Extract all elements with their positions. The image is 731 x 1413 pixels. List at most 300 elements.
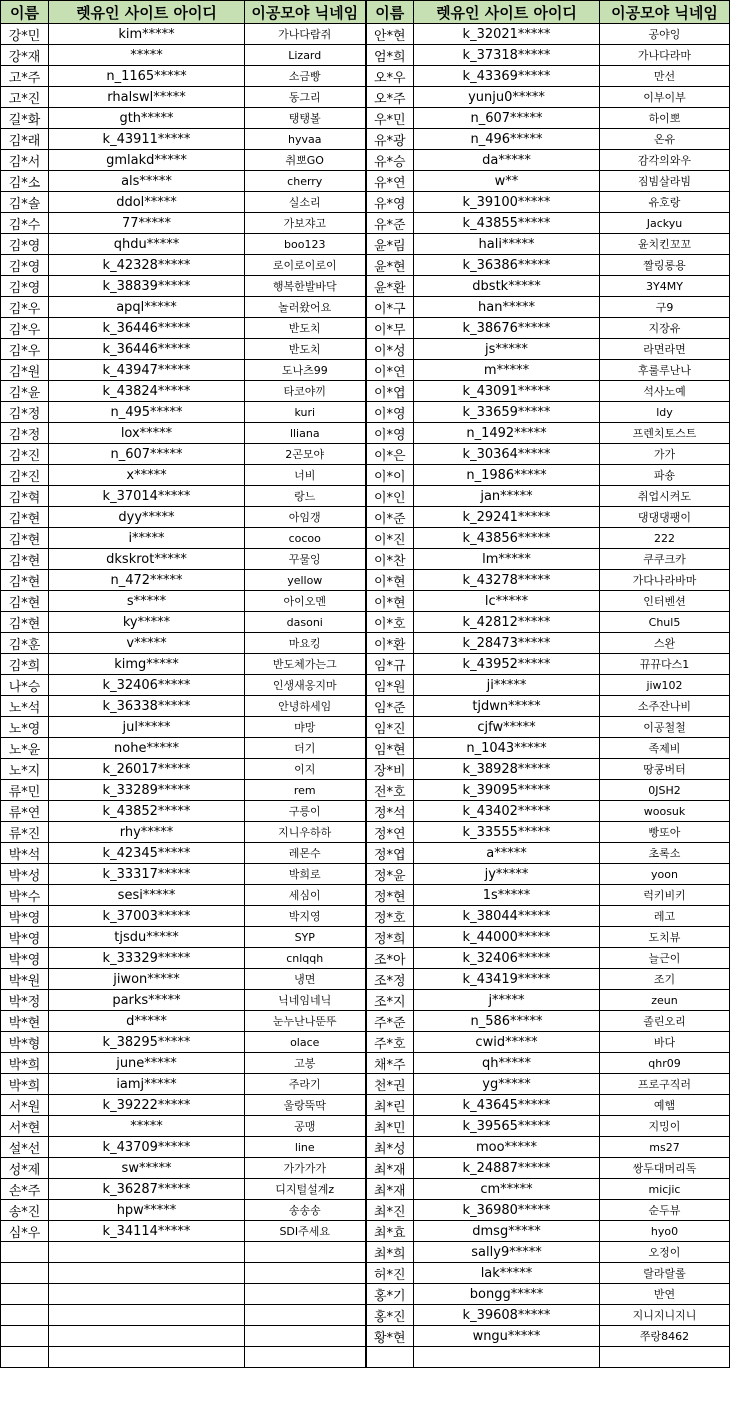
right-nickname-cell: 프로구직러 (600, 1074, 730, 1095)
right-name-cell: 황*현 (366, 1326, 414, 1347)
left-nickname-cell: 탱탱볼 (245, 108, 366, 129)
right-name-cell: 오*주 (366, 87, 414, 108)
right-nickname-cell: 인터벤션 (600, 591, 730, 612)
left-nickname-cell: 놀러왔어요 (245, 297, 366, 318)
table-row (1, 171, 730, 192)
left-nickname-cell: 지니우하하 (245, 822, 366, 843)
left-nickname-cell: 송송송 (245, 1200, 366, 1221)
left-site-id-cell: kimg***** (49, 654, 245, 675)
left-name-cell: 강*민 (1, 24, 49, 45)
left-nickname-cell: SYP (245, 927, 366, 948)
left-name-cell: 김*우 (1, 297, 49, 318)
right-name-cell: 임*현 (366, 738, 414, 759)
table-row (1, 444, 730, 465)
right-site-id-cell: n_1492***** (414, 423, 600, 444)
right-name-cell: 주*호 (366, 1032, 414, 1053)
table-row (1, 843, 730, 864)
table-row (1, 1074, 730, 1095)
left-site-id-cell: tjsdu***** (49, 927, 245, 948)
table-row (1, 360, 730, 381)
left-name-cell: 김*영 (1, 276, 49, 297)
right-nickname-cell: 공야잉 (600, 24, 730, 45)
left-site-id-cell: n_495***** (49, 402, 245, 423)
left-site-id-cell: ddol***** (49, 192, 245, 213)
right-name-cell: 이*찬 (366, 549, 414, 570)
right-name-cell: 장*비 (366, 759, 414, 780)
left-name-cell: 김*윤 (1, 381, 49, 402)
right-name-cell: 유*광 (366, 129, 414, 150)
left-site-id-cell: k_37014***** (49, 486, 245, 507)
right-site-id-cell: k_43278***** (414, 570, 600, 591)
left-nickname-cell: 더기 (245, 738, 366, 759)
left-nickname-cell (245, 1242, 366, 1263)
right-nickname-cell: 땅콩버터 (600, 759, 730, 780)
left-name-cell: 성*제 (1, 1158, 49, 1179)
left-name-cell: 손*주 (1, 1179, 49, 1200)
table-row (1, 570, 730, 591)
right-name-cell: 임*규 (366, 654, 414, 675)
left-nickname-cell: 로이로이로이 (245, 255, 366, 276)
table-row (1, 549, 730, 570)
right-name-cell: 조*아 (366, 948, 414, 969)
left-site-id-cell: k_32406***** (49, 675, 245, 696)
right-name-cell: 정*현 (366, 885, 414, 906)
left-name-cell: 류*민 (1, 780, 49, 801)
right-name-cell: 정*윤 (366, 864, 414, 885)
right-site-id-cell: han***** (414, 297, 600, 318)
left-site-id-cell: als***** (49, 171, 245, 192)
table-row (1, 45, 730, 66)
table-row (1, 1095, 730, 1116)
left-site-id-cell: rhy***** (49, 822, 245, 843)
table-row (1, 654, 730, 675)
right-name-cell: 정*연 (366, 822, 414, 843)
right-site-id-cell: wngu***** (414, 1326, 600, 1347)
right-nickname-cell: 초록소 (600, 843, 730, 864)
right-site-id-cell: cjfw***** (414, 717, 600, 738)
left-site-id-cell (49, 1242, 245, 1263)
right-nickname-cell: 순두뷰 (600, 1200, 730, 1221)
right-name-cell: 최*성 (366, 1137, 414, 1158)
right-site-id-cell: k_39565***** (414, 1116, 600, 1137)
right-name-cell: 이*영 (366, 402, 414, 423)
left-site-id-cell (49, 1347, 245, 1368)
right-name-cell: 이*호 (366, 612, 414, 633)
left-name-cell: 서*원 (1, 1095, 49, 1116)
right-name-cell: 이*구 (366, 297, 414, 318)
left-nickname-cell: 타코야끼 (245, 381, 366, 402)
left-nickname-cell: 행복한발바닥 (245, 276, 366, 297)
left-site-id-cell: nohe***** (49, 738, 245, 759)
right-nickname-cell: zeun (600, 990, 730, 1011)
left-nickname-cell: 너비 (245, 465, 366, 486)
right-nickname-cell: 이공철철 (600, 717, 730, 738)
right-site-id-cell: k_43369***** (414, 66, 600, 87)
right-nickname-cell: 레고 (600, 906, 730, 927)
table-row (1, 591, 730, 612)
left-name-cell: 박*희 (1, 1053, 49, 1074)
table-row (1, 234, 730, 255)
left-site-id-cell: k_43709***** (49, 1137, 245, 1158)
left-site-id-cell: k_38295***** (49, 1032, 245, 1053)
right-name-cell: 전*호 (366, 780, 414, 801)
left-site-id-cell: k_34114***** (49, 1221, 245, 1242)
table-row (1, 675, 730, 696)
right-nickname-cell: woosuk (600, 801, 730, 822)
right-nickname-cell: 반연 (600, 1284, 730, 1305)
left-site-id-cell: parks***** (49, 990, 245, 1011)
left-site-id-cell: qhdu***** (49, 234, 245, 255)
table-row (1, 990, 730, 1011)
left-name-cell (1, 1284, 49, 1305)
right-name-cell: 우*민 (366, 108, 414, 129)
left-site-id-cell: k_36446***** (49, 318, 245, 339)
left-name-cell: 김*현 (1, 570, 49, 591)
table-row (1, 297, 730, 318)
right-name-cell (366, 1347, 414, 1368)
left-nickname-cell: 먀망 (245, 717, 366, 738)
table-row (1, 129, 730, 150)
right-nickname-cell (600, 1347, 730, 1368)
right-name-cell: 이*은 (366, 444, 414, 465)
right-nickname-cell: 빵또아 (600, 822, 730, 843)
left-name-cell: 김*희 (1, 654, 49, 675)
right-name-cell: 윤*환 (366, 276, 414, 297)
right-site-id-cell: cm***** (414, 1179, 600, 1200)
right-site-id-cell: lc***** (414, 591, 600, 612)
left-site-id-cell: k_42328***** (49, 255, 245, 276)
right-site-id-cell: k_39608***** (414, 1305, 600, 1326)
left-site-id-cell (49, 1326, 245, 1347)
right-nickname-cell: 바다 (600, 1032, 730, 1053)
right-nickname-cell: 가나다라마 (600, 45, 730, 66)
left-site-id-cell: k_43824***** (49, 381, 245, 402)
right-site-id-cell: k_38676***** (414, 318, 600, 339)
right-site-id-cell: da***** (414, 150, 600, 171)
left-name-cell: 김*원 (1, 360, 49, 381)
right-nickname-cell: 럭키비키 (600, 885, 730, 906)
right-nickname-cell: 이부이부 (600, 87, 730, 108)
right-site-id-cell: k_43091***** (414, 381, 600, 402)
right-nickname-cell: 구9 (600, 297, 730, 318)
right-nickname-cell: 유호랑 (600, 192, 730, 213)
left-nickname-cell: 인생새옹지마 (245, 675, 366, 696)
left-name-cell: 김*영 (1, 234, 49, 255)
right-name-cell: 최*진 (366, 1200, 414, 1221)
right-site-id-cell: k_39100***** (414, 192, 600, 213)
right-site-id-cell: n_1043***** (414, 738, 600, 759)
right-nickname-cell: micjic (600, 1179, 730, 1200)
left-site-id-cell: dyy***** (49, 507, 245, 528)
left-name-cell: 박*성 (1, 864, 49, 885)
right-name-cell: 윤*림 (366, 234, 414, 255)
left-site-id-cell: k_36446***** (49, 339, 245, 360)
right-nickname-cell: hyo0 (600, 1221, 730, 1242)
left-nickname-cell: kuri (245, 402, 366, 423)
left-nickname-cell: line (245, 1137, 366, 1158)
right-name-cell: 이*무 (366, 318, 414, 339)
right-site-id-cell: n_607***** (414, 108, 600, 129)
table-row (1, 780, 730, 801)
right-nickname-cell: 소주잔나비 (600, 696, 730, 717)
right-name-cell: 정*희 (366, 927, 414, 948)
left-nickname-cell: 안녕하세임 (245, 696, 366, 717)
left-name-cell: 박*석 (1, 843, 49, 864)
right-name-cell: 이*영 (366, 423, 414, 444)
right-name-cell: 허*진 (366, 1263, 414, 1284)
left-nickname-cell: 울랑뚝딱 (245, 1095, 366, 1116)
right-site-id-cell: moo***** (414, 1137, 600, 1158)
left-site-id-cell: gth***** (49, 108, 245, 129)
header-id-left: 렛유인 사이트 아이디 (49, 1, 245, 24)
left-nickname-cell: 취뽀GO (245, 150, 366, 171)
right-nickname-cell: 지장유 (600, 318, 730, 339)
table-row (1, 969, 730, 990)
right-site-id-cell: a***** (414, 843, 600, 864)
right-nickname-cell: Jackyu (600, 213, 730, 234)
left-site-id-cell: i***** (49, 528, 245, 549)
left-site-id-cell: k_43911***** (49, 129, 245, 150)
header-id-right: 렛유인 사이트 아이디 (414, 1, 600, 24)
left-name-cell: 박*영 (1, 927, 49, 948)
left-name-cell: 노*석 (1, 696, 49, 717)
right-name-cell: 안*현 (366, 24, 414, 45)
right-name-cell: 정*호 (366, 906, 414, 927)
right-site-id-cell: k_42812***** (414, 612, 600, 633)
right-site-id-cell: k_38044***** (414, 906, 600, 927)
left-site-id-cell: k_39222***** (49, 1095, 245, 1116)
left-name-cell: 박*희 (1, 1074, 49, 1095)
right-nickname-cell: 222 (600, 528, 730, 549)
right-name-cell: 임*준 (366, 696, 414, 717)
left-name-cell: 박*원 (1, 969, 49, 990)
right-site-id-cell: k_39095***** (414, 780, 600, 801)
table-row (1, 759, 730, 780)
right-nickname-cell: 조기 (600, 969, 730, 990)
header-nickname-right: 이공모야 닉네임 (600, 1, 730, 24)
left-nickname-cell: 닉네임네닉 (245, 990, 366, 1011)
table-row (1, 738, 730, 759)
left-site-id-cell: jiwon***** (49, 969, 245, 990)
right-site-id-cell: bongg***** (414, 1284, 600, 1305)
left-name-cell: 김*현 (1, 507, 49, 528)
right-site-id-cell: yunju0***** (414, 87, 600, 108)
left-site-id-cell (49, 1263, 245, 1284)
right-name-cell: 최*린 (366, 1095, 414, 1116)
left-site-id-cell (49, 1305, 245, 1326)
left-name-cell (1, 1305, 49, 1326)
right-site-id-cell: n_586***** (414, 1011, 600, 1032)
left-nickname-cell: 이지 (245, 759, 366, 780)
left-nickname-cell: 고봉 (245, 1053, 366, 1074)
right-nickname-cell: 예햄 (600, 1095, 730, 1116)
left-nickname-cell: 가나다람쥐 (245, 24, 366, 45)
left-nickname-cell (245, 1305, 366, 1326)
left-nickname-cell: 박지영 (245, 906, 366, 927)
left-nickname-cell: boo123 (245, 234, 366, 255)
table-row (1, 465, 730, 486)
left-nickname-cell: 랑느 (245, 486, 366, 507)
table-row (1, 885, 730, 906)
right-nickname-cell: 랄라랄롤 (600, 1263, 730, 1284)
left-site-id-cell: rhalswl***** (49, 87, 245, 108)
left-name-cell: 김*현 (1, 612, 49, 633)
left-nickname-cell: 반도치 (245, 339, 366, 360)
table-row (1, 801, 730, 822)
left-nickname-cell: 냉면 (245, 969, 366, 990)
right-site-id-cell: k_36980***** (414, 1200, 600, 1221)
right-name-cell: 유*연 (366, 171, 414, 192)
right-site-id-cell: hali***** (414, 234, 600, 255)
left-nickname-cell: cocoo (245, 528, 366, 549)
left-site-id-cell: 77***** (49, 213, 245, 234)
left-nickname-cell: olace (245, 1032, 366, 1053)
left-site-id-cell: k_42345***** (49, 843, 245, 864)
table-row (1, 87, 730, 108)
left-nickname-cell: 동그리 (245, 87, 366, 108)
right-site-id-cell: jan***** (414, 486, 600, 507)
left-name-cell: 김*소 (1, 171, 49, 192)
right-nickname-cell: 지니지니지니 (600, 1305, 730, 1326)
table-row (1, 255, 730, 276)
left-site-id-cell: k_36287***** (49, 1179, 245, 1200)
left-nickname-cell: 박희로 (245, 864, 366, 885)
right-site-id-cell: k_24887***** (414, 1158, 600, 1179)
right-name-cell: 최*희 (366, 1242, 414, 1263)
table-row (1, 276, 730, 297)
left-site-id-cell (49, 1284, 245, 1305)
right-nickname-cell: ldy (600, 402, 730, 423)
left-nickname-cell: 구릉이 (245, 801, 366, 822)
left-nickname-cell: 세심이 (245, 885, 366, 906)
left-nickname-cell: 2곤모야 (245, 444, 366, 465)
right-site-id-cell: js***** (414, 339, 600, 360)
left-nickname-cell: lliana (245, 423, 366, 444)
left-name-cell: 고*진 (1, 87, 49, 108)
right-nickname-cell: 후룰루난나 (600, 360, 730, 381)
table-row (1, 192, 730, 213)
left-nickname-cell: 디지털설계z (245, 1179, 366, 1200)
right-name-cell: 최*재 (366, 1179, 414, 1200)
right-site-id-cell: k_32406***** (414, 948, 600, 969)
right-site-id-cell: k_37318***** (414, 45, 600, 66)
right-nickname-cell: 족제비 (600, 738, 730, 759)
table-row (1, 822, 730, 843)
left-site-id-cell: sw***** (49, 1158, 245, 1179)
right-nickname-cell: 쌍두대머리독 (600, 1158, 730, 1179)
right-name-cell: 홍*기 (366, 1284, 414, 1305)
right-site-id-cell: k_36386***** (414, 255, 600, 276)
left-site-id-cell: ***** (49, 45, 245, 66)
right-name-cell: 이*엽 (366, 381, 414, 402)
table-row (1, 1263, 730, 1284)
right-site-id-cell: k_38928***** (414, 759, 600, 780)
left-name-cell (1, 1347, 49, 1368)
table-row (1, 1305, 730, 1326)
right-name-cell: 유*승 (366, 150, 414, 171)
left-site-id-cell: k_26017***** (49, 759, 245, 780)
table-row (1, 633, 730, 654)
table-body (1, 24, 730, 1368)
left-name-cell: 김*현 (1, 591, 49, 612)
header-name-left: 이름 (1, 1, 49, 24)
left-name-cell: 김*혁 (1, 486, 49, 507)
right-name-cell: 이*인 (366, 486, 414, 507)
left-site-id-cell: apql***** (49, 297, 245, 318)
left-nickname-cell: 소금빵 (245, 66, 366, 87)
left-site-id-cell: gmlakd***** (49, 150, 245, 171)
table-row (1, 213, 730, 234)
left-site-id-cell: ky***** (49, 612, 245, 633)
left-nickname-cell (245, 1347, 366, 1368)
right-name-cell: 이*성 (366, 339, 414, 360)
left-site-id-cell: iamj***** (49, 1074, 245, 1095)
header-name-right: 이름 (366, 1, 414, 24)
table-row (1, 486, 730, 507)
right-name-cell: 주*준 (366, 1011, 414, 1032)
left-nickname-cell: Lizard (245, 45, 366, 66)
right-site-id-cell: w** (414, 171, 600, 192)
right-nickname-cell: 지밍이 (600, 1116, 730, 1137)
right-nickname-cell: 라면라면 (600, 339, 730, 360)
right-nickname-cell: Chul5 (600, 612, 730, 633)
right-site-id-cell: yg***** (414, 1074, 600, 1095)
table-row (1, 906, 730, 927)
table-row (1, 1137, 730, 1158)
right-nickname-cell: 만선 (600, 66, 730, 87)
table-row (1, 108, 730, 129)
right-name-cell: 채*주 (366, 1053, 414, 1074)
left-name-cell: 송*진 (1, 1200, 49, 1221)
left-site-id-cell: sesi***** (49, 885, 245, 906)
left-name-cell: 류*연 (1, 801, 49, 822)
left-name-cell: 박*현 (1, 1011, 49, 1032)
left-site-id-cell: hpw***** (49, 1200, 245, 1221)
left-nickname-cell: 반도체가는그 (245, 654, 366, 675)
left-site-id-cell: x***** (49, 465, 245, 486)
right-name-cell: 이*진 (366, 528, 414, 549)
right-nickname-cell: 프렌치토스트 (600, 423, 730, 444)
right-nickname-cell: 댕댕댕팽이 (600, 507, 730, 528)
right-site-id-cell: k_43855***** (414, 213, 600, 234)
left-site-id-cell: kim***** (49, 24, 245, 45)
right-name-cell: 이*현 (366, 591, 414, 612)
right-site-id-cell: 1s***** (414, 885, 600, 906)
left-site-id-cell: k_33329***** (49, 948, 245, 969)
left-name-cell: 박*수 (1, 885, 49, 906)
left-site-id-cell: v***** (49, 633, 245, 654)
right-site-id-cell: k_28473***** (414, 633, 600, 654)
table-row (1, 339, 730, 360)
left-nickname-cell: 주라기 (245, 1074, 366, 1095)
left-name-cell: 노*영 (1, 717, 49, 738)
table-row (1, 150, 730, 171)
left-nickname-cell: 아이오멘 (245, 591, 366, 612)
left-nickname-cell: cnlqqh (245, 948, 366, 969)
left-nickname-cell: hyvaa (245, 129, 366, 150)
left-site-id-cell: k_36338***** (49, 696, 245, 717)
left-name-cell: 박*정 (1, 990, 49, 1011)
left-name-cell: 박*형 (1, 1032, 49, 1053)
table-row (1, 1221, 730, 1242)
right-name-cell: 이*준 (366, 507, 414, 528)
left-site-id-cell: n_1165***** (49, 66, 245, 87)
right-site-id-cell: cwid***** (414, 1032, 600, 1053)
left-name-cell: 류*진 (1, 822, 49, 843)
left-nickname-cell: 꾸물잉 (245, 549, 366, 570)
left-site-id-cell: dkskrot***** (49, 549, 245, 570)
table-row (1, 402, 730, 423)
